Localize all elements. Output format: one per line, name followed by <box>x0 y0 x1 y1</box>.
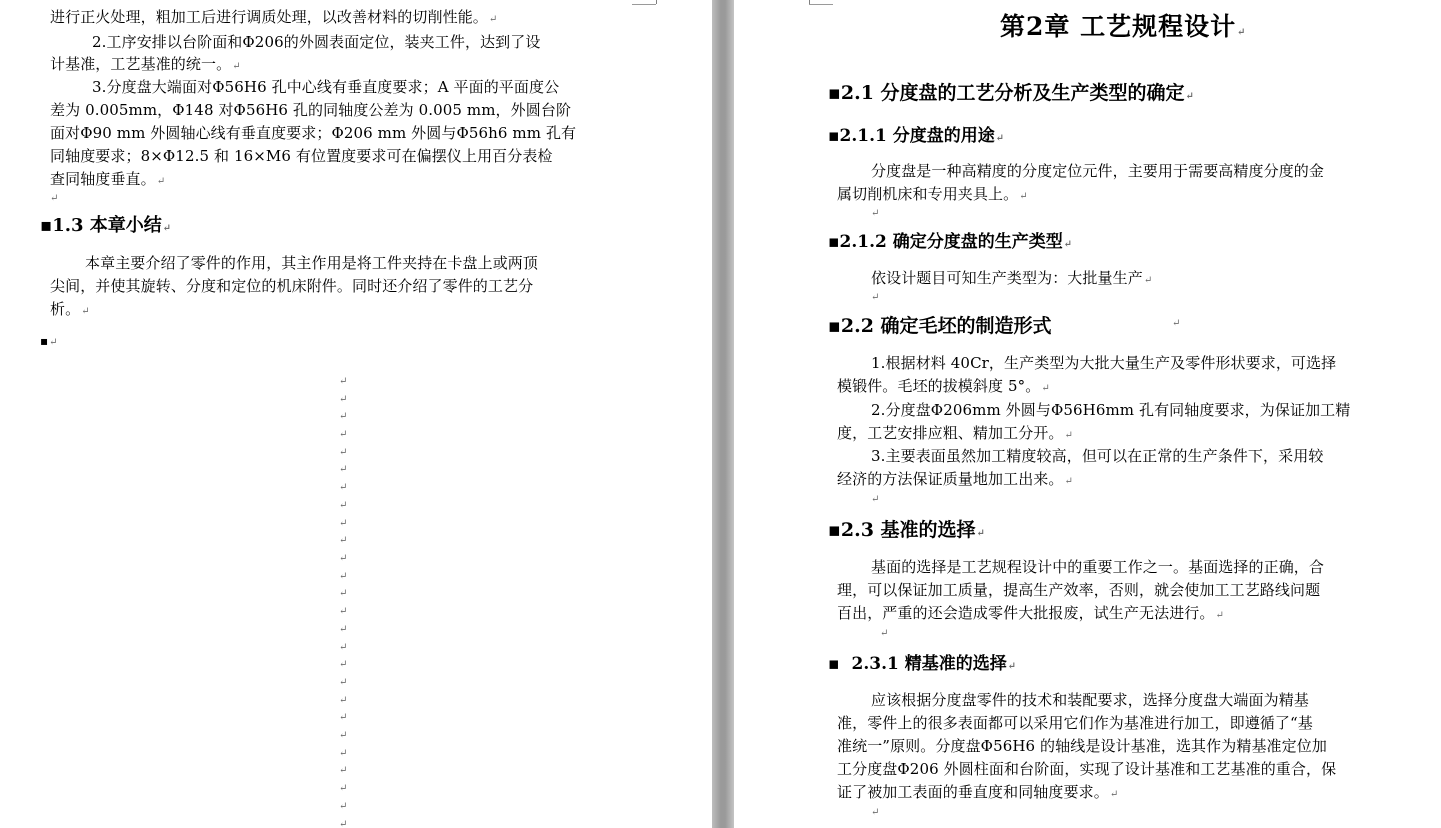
body-line: 查同轴度垂直。↵ <box>50 170 166 188</box>
paragraph-mark: ↵ <box>339 730 348 741</box>
document-page-right[interactable] <box>734 0 1441 828</box>
paragraph-mark: ↵ <box>339 553 348 564</box>
paragraph-mark: ↵ <box>339 801 348 812</box>
body-line: 1.根据材料 40Cr，生产类型为大批大量生产及零件形状要求，可选择 <box>871 354 1337 372</box>
paragraph-mark: ↵ <box>1172 318 1181 329</box>
paragraph-mark: ↵ <box>339 394 348 405</box>
body-line: 分度盘是一种高精度的分度定位元件，主要用于需要高精度分度的金 <box>871 162 1325 180</box>
body-line: 依设计题目可知生产类型为：大批量生产↵ <box>871 269 1153 287</box>
body-line: 模锻件。毛坯的拔模斜度 5°。↵ <box>837 377 1050 395</box>
body-line: 3.分度盘大端面对Φ56H6 孔中心线有垂直度要求；A 平面的平面度公 <box>92 78 560 96</box>
body-line: 2.工序安排以台阶面和Φ206的外圆表面定位，装夹工件，达到了设 <box>92 33 541 51</box>
paragraph-mark: ↵ <box>339 447 348 458</box>
body-line: 经济的方法保证质量地加工出来。↵ <box>837 470 1073 488</box>
body-line: 属切削机床和专用夹具上。↵ <box>837 185 1028 203</box>
paragraph-mark: ↵ <box>871 807 880 818</box>
paragraph-mark: ↵ <box>871 292 880 303</box>
section-heading: ▪1.3 本章小结↵ <box>40 215 172 236</box>
document-page-left[interactable] <box>0 0 712 828</box>
page-gutter <box>712 0 734 828</box>
body-line: 基面的选择是工艺规程设计中的重要工作之一。基面选择的正确，合 <box>871 558 1325 576</box>
body-line: 证了被加工表面的垂直度和同轴度要求。↵ <box>837 783 1119 801</box>
body-line: 差为 0.005mm，Φ148 对Φ56H6 孔的同轴度公差为 0.005 mm，外圆台阶 <box>50 101 572 119</box>
crop-mark <box>632 0 656 5</box>
body-line: 准统一”原则。分度盘Φ56H6 的轴线是设计基准，选其作为精基准定位加 <box>837 737 1327 755</box>
paragraph-mark: ↵ <box>339 464 348 475</box>
body-line: 百出，严重的还会造成零件大批报废，试生产无法进行。↵ <box>837 604 1224 622</box>
paragraph-mark: ↵ <box>339 765 348 776</box>
body-line: 计基准，工艺基准的统一。↵ <box>50 55 241 73</box>
paragraph-mark: ↵ <box>339 748 348 759</box>
paragraph-mark: ↵ <box>339 411 348 422</box>
body-line: 3.主要表面虽然加工精度较高，但可以在正常的生产条件下，采用较 <box>871 447 1324 465</box>
heading-2-1-2: ▪2.1.2 确定分度盘的生产类型↵ <box>828 232 1073 252</box>
heading-2-1-1: ▪2.1.1 分度盘的用途↵ <box>828 126 1005 146</box>
paragraph-mark: ↵ <box>339 535 348 546</box>
body-line: 析。↵ <box>50 300 90 318</box>
paragraph-mark: ↵ <box>339 482 348 493</box>
paragraph-mark: ↵ <box>339 571 348 582</box>
body-line: 本章主要介绍了零件的作用，其主作用是将工件夹持在卡盘上或两顶 <box>85 254 539 272</box>
paragraph-mark: ↵ <box>339 659 348 670</box>
body-line: 进行正火处理，粗加工后进行调质处理，以改善材料的切削性能。↵ <box>50 8 498 26</box>
heading-2-3-1: ▪ 2.3.1 精基准的选择↵ <box>828 654 1017 674</box>
empty-paragraph: ▪↵ <box>40 334 58 348</box>
paragraph-mark: ↵ <box>880 628 889 639</box>
paragraph-mark: ↵ <box>339 783 348 794</box>
body-line: 尖间，并使其旋转、分度和定位的机床附件。同时还介绍了零件的工艺分 <box>50 277 534 295</box>
paragraph-mark: ↵ <box>339 500 348 511</box>
paragraph-mark: ↵ <box>339 606 348 617</box>
paragraph-mark: ↵ <box>339 518 348 529</box>
body-line: 同轴度要求；8×Φ12.5 和 16×M6 有位置度要求可在偏摆仪上用百分表检 <box>50 147 553 165</box>
paragraph-mark: ↵ <box>339 624 348 635</box>
body-line: 应该根据分度盘零件的技术和装配要求，选择分度盘大端面为精基 <box>871 691 1309 709</box>
paragraph-mark: ↵ <box>339 695 348 706</box>
body-line: 面对Φ90 mm 外圆轴心线有垂直度要求；Φ206 mm 外圆与Φ56h6 mm 孔有 <box>50 124 577 142</box>
body-line: 工分度盘Φ206 外圆柱面和台阶面，实现了设计基准和工艺基准的重合，保 <box>837 760 1337 778</box>
heading-2-2: ▪2.2 确定毛坯的制造形式 <box>828 315 1052 337</box>
paragraph-mark: ↵ <box>339 429 348 440</box>
body-line: 准，零件上的很多表面都可以采用它们作为基准进行加工，即遵循了“基 <box>837 714 1313 732</box>
crop-mark <box>809 0 833 5</box>
paragraph-mark: ↵ <box>339 677 348 688</box>
chapter-title: 第2章 工艺规程设计↵ <box>1000 12 1247 41</box>
crop-mark <box>656 0 657 4</box>
paragraph-mark: ↵ <box>339 819 348 828</box>
paragraph-mark: ↵ <box>871 494 880 505</box>
body-line: 2.分度盘Φ206mm 外圆与Φ56H6mm 孔有同轴度要求，为保证加工精 <box>871 401 1351 419</box>
paragraph-mark: ↵ <box>339 712 348 723</box>
paragraph-mark: ↵ <box>871 208 880 219</box>
heading-2-1: ▪2.1 分度盘的工艺分析及生产类型的确定↵ <box>828 82 1194 104</box>
body-line: 度，工艺安排应粗、精加工分开。↵ <box>837 424 1073 442</box>
paragraph-mark: ↵ <box>339 642 348 653</box>
paragraph-mark: ↵ <box>339 376 348 387</box>
heading-2-3: ▪2.3 基准的选择↵ <box>828 519 985 541</box>
body-line: 理，可以保证加工质量，提高生产效率，否则，就会使加工工艺路线问题 <box>837 581 1321 599</box>
paragraph-mark: ↵ <box>339 588 348 599</box>
paragraph-mark: ↵ <box>50 193 59 204</box>
